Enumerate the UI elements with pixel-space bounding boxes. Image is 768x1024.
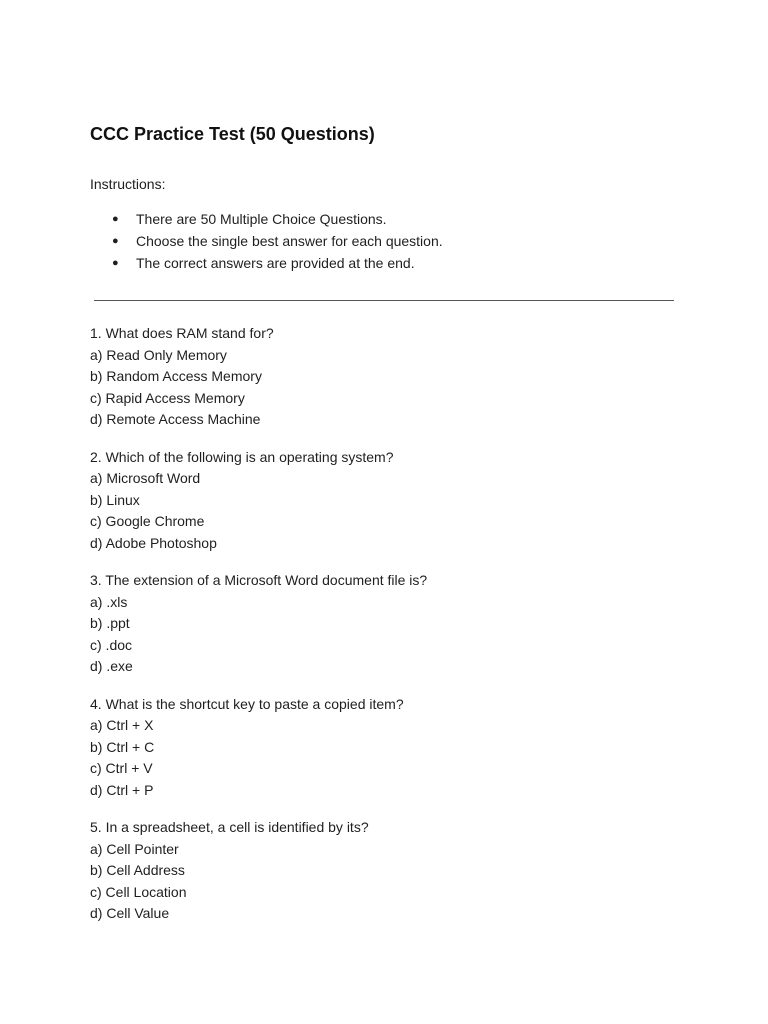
- instruction-text: Choose the single best answer for each question.: [136, 233, 443, 249]
- bullet-icon: ●: [112, 235, 119, 247]
- option-b: b) Random Access Memory: [90, 368, 262, 384]
- instructions-heading: Instructions:: [90, 176, 166, 192]
- option-b: b) .ppt: [90, 615, 130, 631]
- option-a: a) Microsoft Word: [90, 470, 201, 486]
- question-1: [90, 323, 690, 431]
- option-c: c) Ctrl + V: [90, 760, 153, 776]
- document-page: [90, 120, 690, 941]
- instruction-list: [90, 208, 690, 274]
- instruction-text: The correct answers are provided at the end.: [136, 255, 415, 271]
- question-text: 5. In a spreadsheet, a cell is identified by its?: [90, 819, 369, 835]
- question-text: 4. What is the shortcut key to paste a copied item?: [90, 695, 404, 712]
- option-a: a) Read Only Memory: [90, 346, 227, 363]
- question-list: [90, 323, 690, 925]
- option-c: c) Google Chrome: [90, 513, 205, 529]
- option-a: a) .xls: [90, 593, 128, 610]
- instruction-item: [112, 208, 690, 230]
- instruction-text: There are 50 Multiple Choice Questions.: [136, 211, 387, 227]
- option-d: d) Adobe Photoshop: [90, 534, 217, 551]
- question-3: [90, 570, 690, 678]
- question-text: 2. Which of the following is an operating system?: [90, 448, 394, 465]
- option-b: b) Cell Address: [90, 862, 185, 878]
- option-c: c) .doc: [90, 636, 133, 653]
- question-5: [90, 817, 690, 925]
- question-text: 1. What does RAM stand for?: [90, 325, 274, 341]
- instruction-item: [112, 252, 690, 274]
- option-d: d) .exe: [90, 658, 133, 674]
- question-4: [90, 694, 690, 802]
- option-b: b) Ctrl + C: [90, 738, 155, 755]
- option-b: b) Linux: [90, 491, 140, 508]
- option-c: c) Rapid Access Memory: [90, 389, 245, 406]
- question-2: [90, 447, 690, 555]
- option-c: c) Cell Location: [90, 883, 187, 900]
- horizontal-divider: [94, 300, 674, 301]
- instruction-item: [112, 230, 690, 252]
- option-d: d) Ctrl + P: [90, 781, 154, 798]
- option-a: a) Ctrl + X: [90, 717, 154, 733]
- bullet-icon: ●: [112, 213, 119, 225]
- option-a: a) Cell Pointer: [90, 840, 179, 857]
- document-title: CCC Practice Test (50 Questions): [90, 124, 375, 144]
- question-text: 3. The extension of a Microsoft Word document file is?: [90, 572, 428, 588]
- option-d: d) Remote Access Machine: [90, 411, 261, 427]
- bullet-icon: ●: [112, 257, 119, 269]
- option-d: d) Cell Value: [90, 905, 170, 921]
